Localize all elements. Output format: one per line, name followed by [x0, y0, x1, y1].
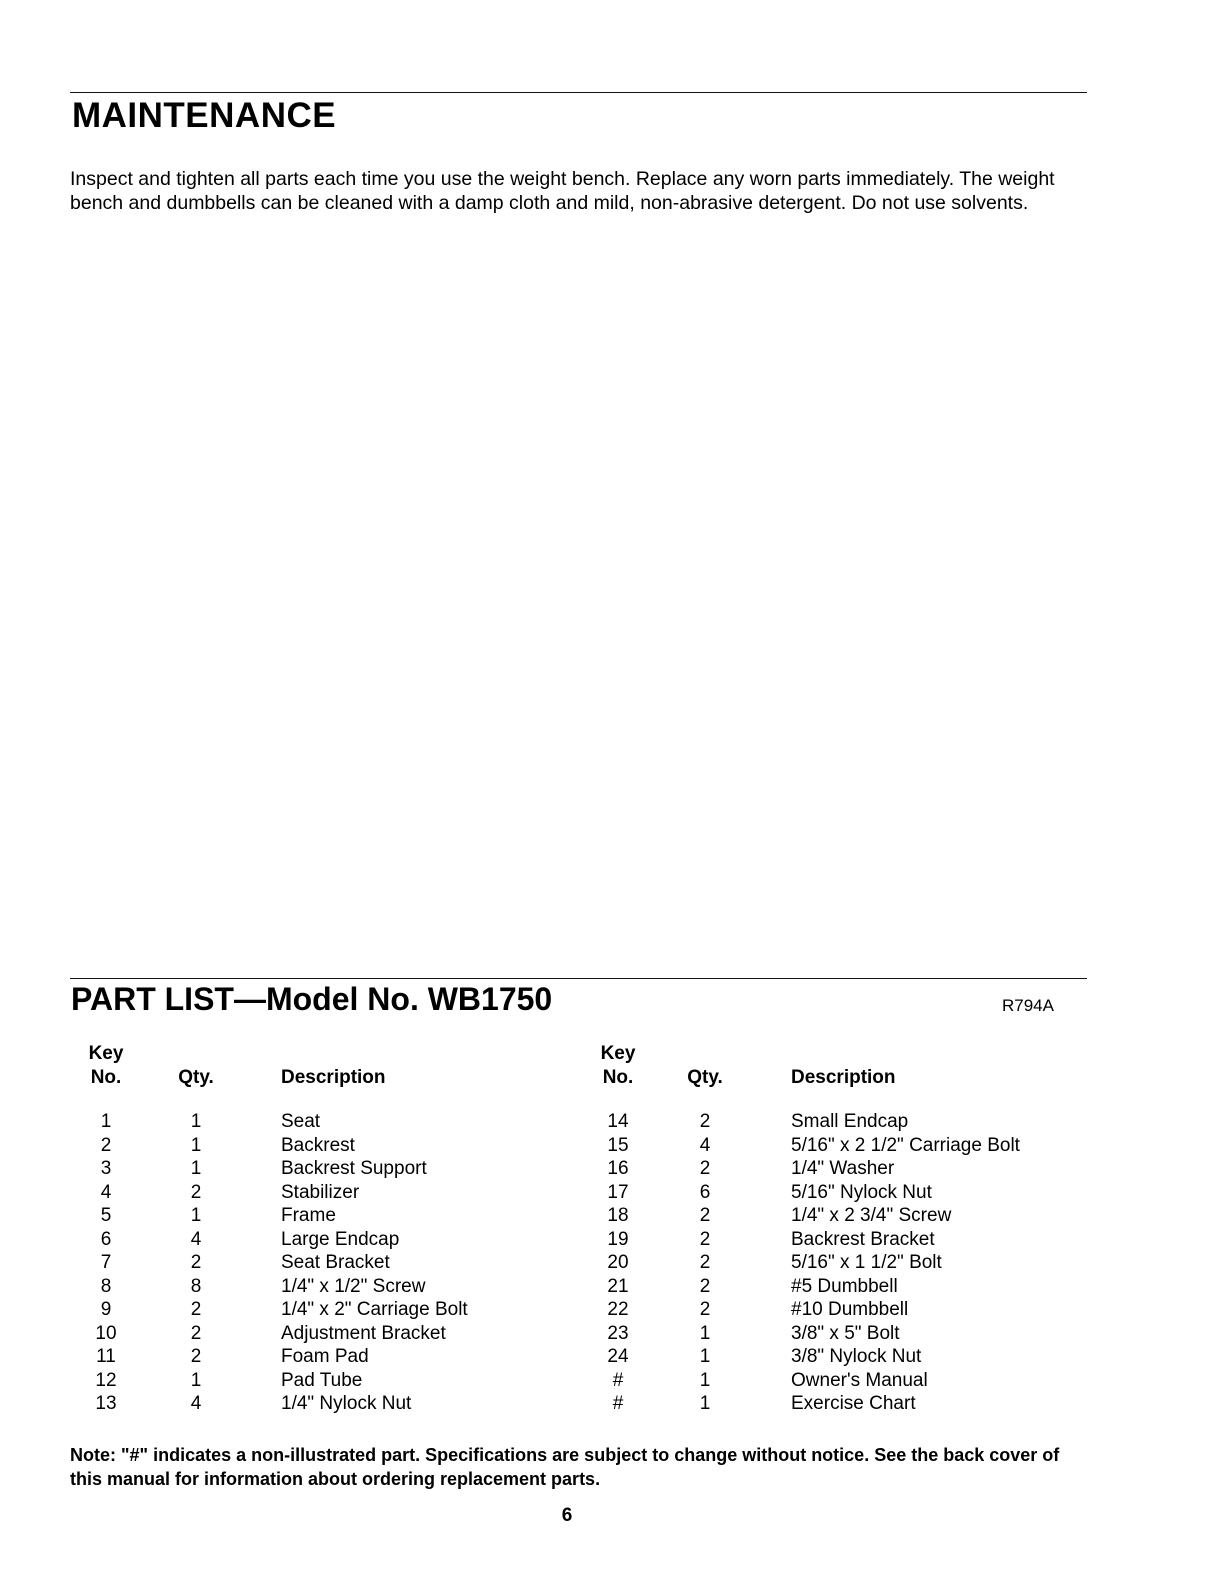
key-header-line1: Key — [88, 1043, 124, 1064]
table-cell-key: # — [612, 1393, 624, 1414]
table-cell-desc: 5/16" x 1 1/2" Bolt — [791, 1252, 942, 1273]
table-cell-desc: 3/8" x 5" Bolt — [791, 1322, 900, 1344]
table-cell-key: 7 — [100, 1252, 112, 1273]
left-description-column — [281, 1110, 581, 1416]
table-cell-qty: 1 — [699, 1322, 711, 1344]
reference-code: R794A — [1002, 996, 1054, 1015]
right-description-header: Description — [791, 1067, 896, 1088]
table-cell-qty: 8 — [190, 1275, 202, 1297]
table-cell-qty: 1 — [190, 1111, 202, 1132]
table-cell-key: 3 — [100, 1158, 112, 1179]
table-cell-key: 22 — [607, 1299, 629, 1320]
table-cell-key: 8 — [100, 1275, 112, 1297]
left-key-column — [76, 1110, 136, 1416]
table-cell-desc: #5 Dumbbell — [791, 1275, 898, 1297]
table-cell-qty: 1 — [699, 1346, 711, 1367]
table-cell-key: 20 — [607, 1252, 629, 1273]
table-cell-qty: 2 — [190, 1322, 202, 1344]
table-cell-desc: 5/16" x 2 1/2" Carriage Bolt — [791, 1134, 1020, 1156]
table-cell-key: 13 — [95, 1393, 117, 1414]
part-list-note: Note: "#" indicates a non-illustrated part. Specifications are subject to change without notice. See the back cover of this manual for information about ordering replacement parts. — [70, 1445, 1060, 1489]
table-cell-desc: Frame — [281, 1205, 336, 1226]
table-cell-qty: 2 — [699, 1111, 711, 1132]
right-key-column — [588, 1110, 648, 1416]
table-cell-qty: 1 — [190, 1369, 202, 1391]
table-cell-desc: Pad Tube — [281, 1369, 363, 1391]
table-cell-key: 10 — [95, 1322, 117, 1344]
table-cell-key: 4 — [100, 1181, 112, 1203]
table-cell-key: 21 — [607, 1275, 629, 1297]
table-cell-desc: Stabilizer — [281, 1181, 360, 1203]
table-cell-desc: 1/4" Washer — [791, 1158, 895, 1179]
right-key-header — [588, 1042, 648, 1090]
table-cell-qty: 1 — [190, 1134, 202, 1156]
table-cell-qty: 1 — [699, 1393, 711, 1414]
table-cell-qty: 2 — [699, 1158, 711, 1179]
maintenance-title: MAINTENANCE — [72, 96, 337, 135]
table-cell-key: 12 — [95, 1369, 117, 1391]
page-number: 6 — [561, 1505, 573, 1526]
maintenance-text: Inspect and tighten all parts each time you use the weight bench. Replace any worn parts immediately. The weight bench and dumbbells can be cleaned with a damp cloth and mild, non-abrasive detergent. Do not use solvents. — [70, 168, 1055, 214]
table-cell-desc: 1/4" x 1/2" Screw — [281, 1275, 426, 1297]
table-cell-key: 9 — [100, 1299, 112, 1320]
table-cell-desc: Backrest Support — [281, 1158, 427, 1179]
part-list-title: PART LIST—Model No. WB1750 — [71, 981, 553, 1017]
table-cell-desc: 5/16" Nylock Nut — [791, 1181, 932, 1203]
table-cell-qty: 2 — [190, 1181, 202, 1203]
table-cell-desc: Seat Bracket — [281, 1252, 390, 1273]
table-cell-desc: Owner's Manual — [791, 1369, 928, 1391]
table-cell-qty: 2 — [190, 1346, 202, 1367]
table-cell-qty: 2 — [699, 1252, 711, 1273]
key-header-line2: No. — [602, 1067, 634, 1088]
table-cell-desc: Large Endcap — [281, 1228, 400, 1250]
table-cell-qty: 4 — [699, 1134, 711, 1156]
table-cell-qty: 1 — [190, 1158, 202, 1179]
left-qty-header: Qty. — [178, 1067, 214, 1088]
table-cell-qty: 4 — [190, 1228, 202, 1250]
table-cell-qty: 2 — [699, 1228, 711, 1250]
table-cell-desc: Exercise Chart — [791, 1393, 916, 1414]
table-cell-desc: Adjustment Bracket — [281, 1322, 446, 1344]
table-cell-key: # — [612, 1369, 624, 1391]
table-cell-desc: 1/4" x 2 3/4" Screw — [791, 1205, 952, 1226]
table-cell-desc: 1/4" x 2" Carriage Bolt — [281, 1299, 468, 1320]
table-cell-qty: 2 — [699, 1205, 711, 1226]
table-cell-desc: #10 Dumbbell — [791, 1299, 909, 1320]
key-header-line1: Key — [600, 1043, 636, 1064]
table-cell-key: 6 — [100, 1228, 112, 1250]
top-divider — [70, 92, 1087, 93]
table-cell-key: 1 — [100, 1111, 112, 1132]
table-cell-qty: 1 — [699, 1369, 711, 1391]
table-cell-qty: 2 — [699, 1275, 711, 1297]
table-cell-key: 17 — [607, 1181, 629, 1203]
right-qty-column — [675, 1110, 735, 1416]
table-cell-desc: 1/4" Nylock Nut — [281, 1393, 412, 1414]
table-cell-key: 5 — [100, 1205, 112, 1226]
left-description-header: Description — [281, 1067, 386, 1088]
table-cell-key: 15 — [607, 1134, 629, 1156]
left-qty-column — [166, 1110, 226, 1416]
table-cell-key: 18 — [607, 1205, 629, 1226]
table-cell-key: 2 — [100, 1134, 112, 1156]
table-cell-key: 14 — [607, 1111, 629, 1132]
table-cell-desc: Backrest — [281, 1134, 355, 1156]
table-cell-key: 16 — [607, 1158, 629, 1179]
table-cell-qty: 2 — [699, 1299, 711, 1320]
table-cell-qty: 6 — [699, 1181, 711, 1203]
table-cell-qty: 2 — [190, 1252, 202, 1273]
table-cell-desc: Backrest Bracket — [791, 1228, 935, 1250]
table-cell-key: 19 — [607, 1228, 629, 1250]
table-cell-qty: 4 — [190, 1393, 202, 1414]
table-cell-desc: 3/8" Nylock Nut — [791, 1346, 922, 1367]
table-cell-key: 24 — [607, 1346, 629, 1367]
table-cell-key: 11 — [96, 1346, 116, 1367]
right-qty-header: Qty. — [687, 1067, 723, 1088]
part-list-divider — [70, 978, 1087, 979]
table-cell-qty: 2 — [190, 1299, 202, 1320]
table-cell-desc: Seat — [281, 1111, 321, 1132]
table-cell-desc: Foam Pad — [281, 1346, 369, 1367]
table-cell-desc: Small Endcap — [791, 1111, 909, 1132]
left-key-header — [76, 1042, 136, 1090]
table-cell-qty: 1 — [190, 1205, 202, 1226]
table-cell-key: 23 — [607, 1322, 629, 1344]
key-header-line2: No. — [90, 1067, 122, 1088]
right-description-column — [791, 1110, 1091, 1416]
